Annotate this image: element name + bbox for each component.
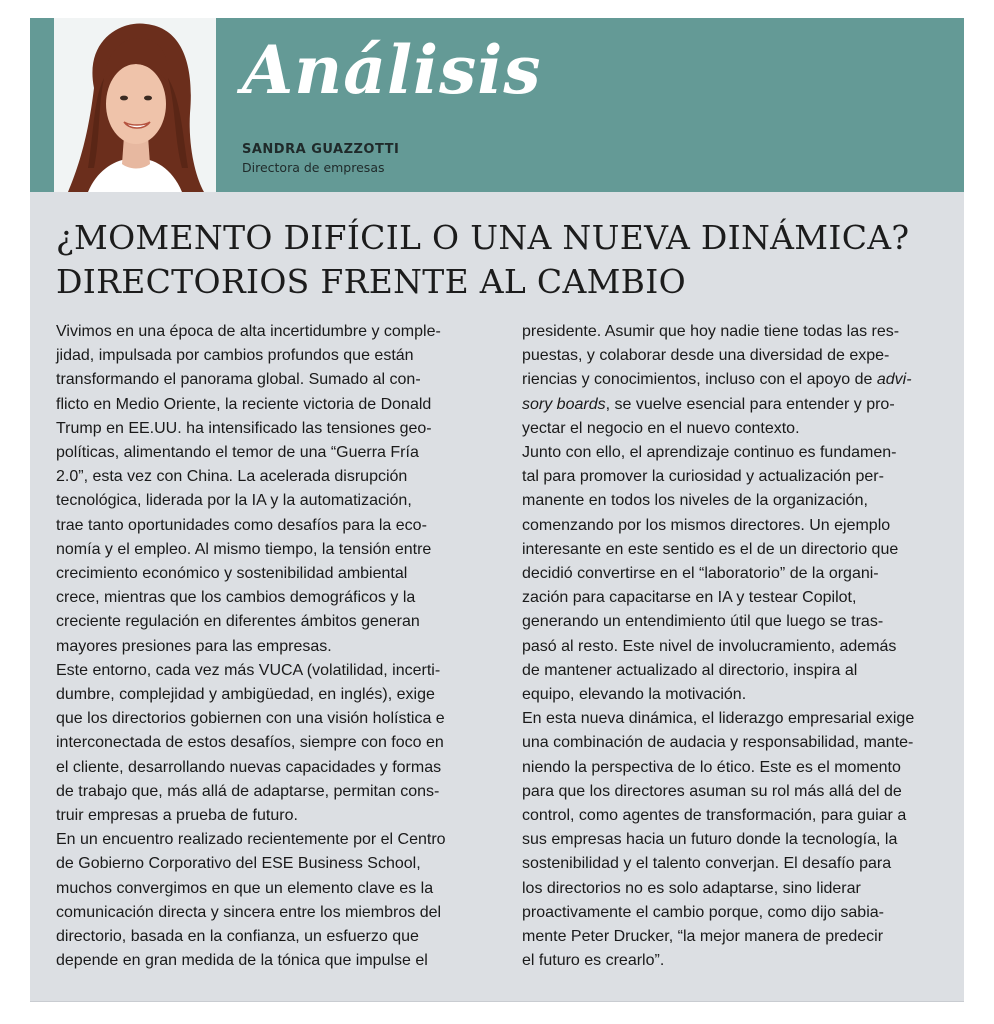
section-title: Análisis bbox=[242, 31, 542, 109]
body-line: directorio, basada en la confianza, un esfuerzo que bbox=[56, 928, 419, 946]
body-text: , se vuelve esencial para entender y pro- bbox=[605, 395, 895, 413]
body-line: transformando el panorama global. Sumado al con- bbox=[56, 371, 421, 389]
body-line: manente en todos los niveles de la organización, bbox=[522, 492, 868, 510]
body-line: sus empresas hacia un futuro donde la tecnología, la bbox=[522, 831, 898, 849]
header-band bbox=[30, 18, 964, 192]
body-line: comenzando por los mismos directores. Un ejemplo bbox=[522, 516, 891, 534]
headline-line: ¿MOMENTO DIFÍCIL O UNA NUEVA DINÁMICA? bbox=[56, 218, 910, 257]
body-line: pasó al resto. Este nivel de involucramiento, además bbox=[522, 637, 897, 655]
body-line: mente Peter Drucker, “la mejor manera de predecir bbox=[522, 928, 884, 946]
body-line: comunicación directa y sincera entre los miembros del bbox=[56, 903, 442, 921]
body-line: puestas, y colaborar desde una diversidad de expe- bbox=[522, 347, 890, 365]
body-line: trae tanto oportunidades como desafíos para la eco- bbox=[56, 516, 427, 534]
italic-term: advi- bbox=[876, 371, 912, 389]
body-line: Vivimos en una época de alta incertidumbre y comple- bbox=[56, 323, 441, 340]
body-line: creciente regulación en diferentes ámbitos generan bbox=[56, 613, 420, 631]
author-role: Directora de empresas bbox=[242, 160, 385, 175]
body-line: crecimiento económico y sostenibilidad ambiental bbox=[56, 565, 408, 583]
body-line: muchos convergimos en que un elemento clave es la bbox=[56, 879, 434, 897]
body-line: 2.0”, esta vez con China. La acelerada disrupción bbox=[56, 468, 408, 486]
body-line: presidente. Asumir que hoy nadie tiene todas las res- bbox=[522, 323, 900, 340]
body-line: truir empresas a prueba de futuro. bbox=[56, 807, 298, 825]
body-line: flicto en Medio Oriente, la reciente victoria de Donald bbox=[56, 395, 432, 413]
body-line: Trump en EE.UU. ha intensificado las tensiones geo- bbox=[56, 419, 432, 437]
body-line bbox=[522, 368, 960, 392]
body-line: jidad, impulsada por cambios profundos que están bbox=[56, 347, 414, 365]
body-line: tecnológica, liderada por la IA y la automatización, bbox=[56, 492, 412, 510]
body-line: proactivamente el cambio porque, como dijo sabia- bbox=[522, 903, 884, 921]
body-line: sostenibilidad y el talento converjan. El desafío para bbox=[522, 855, 892, 873]
headline bbox=[56, 216, 936, 304]
body-line: Junto con ello, el aprendizaje continuo es fundamen- bbox=[522, 444, 897, 462]
article-card bbox=[30, 18, 964, 1001]
body-line: interesante en este sentido es el de un directorio que bbox=[522, 540, 899, 558]
body-line: decidió convertirse en el “laboratorio” de la organi- bbox=[522, 565, 879, 583]
body-line: tal para promover la curiosidad y actualización per- bbox=[522, 468, 884, 486]
body-line: Este entorno, cada vez más VUCA (volatilidad, incerti- bbox=[56, 661, 441, 679]
body-column-left bbox=[56, 320, 506, 973]
body-line: equipo, elevando la motivación. bbox=[522, 686, 747, 704]
body-line: interconectada de estos desafíos, siempre con foco en bbox=[56, 734, 444, 752]
body-line: depende en gran medida de la tónica que impulse el bbox=[56, 952, 428, 970]
body-column-right bbox=[522, 320, 960, 973]
headline-line: DIRECTORIOS FRENTE AL CAMBIO bbox=[56, 262, 686, 301]
body-line: generando un entendimiento útil que luego se tras- bbox=[522, 613, 884, 631]
body-line: niendo la perspectiva de lo ético. Este es el momento bbox=[522, 758, 901, 776]
body-line: que los directorios gobiernen con una visión holística e bbox=[56, 710, 445, 728]
body-line: En un encuentro realizado recientemente por el Centro bbox=[56, 831, 446, 849]
body-line: el cliente, desarrollando nuevas capacidades y formas bbox=[56, 758, 442, 776]
body-line bbox=[522, 393, 960, 417]
body-line: políticas, alimentando el temor de una “Guerra Fría bbox=[56, 444, 419, 462]
body-line: para que los directores asuman su rol más allá del de bbox=[522, 782, 902, 800]
body-line: los directorios no es solo adaptarse, sino liderar bbox=[522, 879, 861, 897]
body-line: zación para capacitarse en IA y testear Copilot, bbox=[522, 589, 857, 607]
body-line: En esta nueva dinámica, el liderazgo empresarial exige bbox=[522, 710, 915, 728]
author-name: SANDRA GUAZZOTTI bbox=[242, 142, 400, 157]
body-line: crece, mientras que los cambios demográficos y la bbox=[56, 589, 416, 607]
body-line: de mantener actualizado al directorio, inspira al bbox=[522, 661, 858, 679]
body-line: control, como agentes de transformación, para guiar a bbox=[522, 807, 907, 825]
author-photo bbox=[54, 18, 216, 192]
body-text: riencias y conocimientos, incluso con el apoyo de bbox=[522, 371, 877, 389]
body-line: nomía y el empleo. Al mismo tiempo, la tensión entre bbox=[56, 540, 432, 558]
body-line: yectar el negocio en el nuevo contexto. bbox=[522, 419, 800, 437]
italic-term: sory boards bbox=[522, 395, 606, 413]
body-line: una combinación de audacia y responsabilidad, mante- bbox=[522, 734, 914, 752]
body-line: de Gobierno Corporativo del ESE Business School, bbox=[56, 855, 421, 873]
body-line: el futuro es crearlo”. bbox=[522, 952, 665, 970]
body-line: mayores presiones para las empresas. bbox=[56, 637, 332, 655]
body-line: dumbre, complejidad y ambigüedad, en inglés), exige bbox=[56, 686, 435, 704]
body-line: de trabajo que, más allá de adaptarse, permitan cons- bbox=[56, 782, 440, 800]
